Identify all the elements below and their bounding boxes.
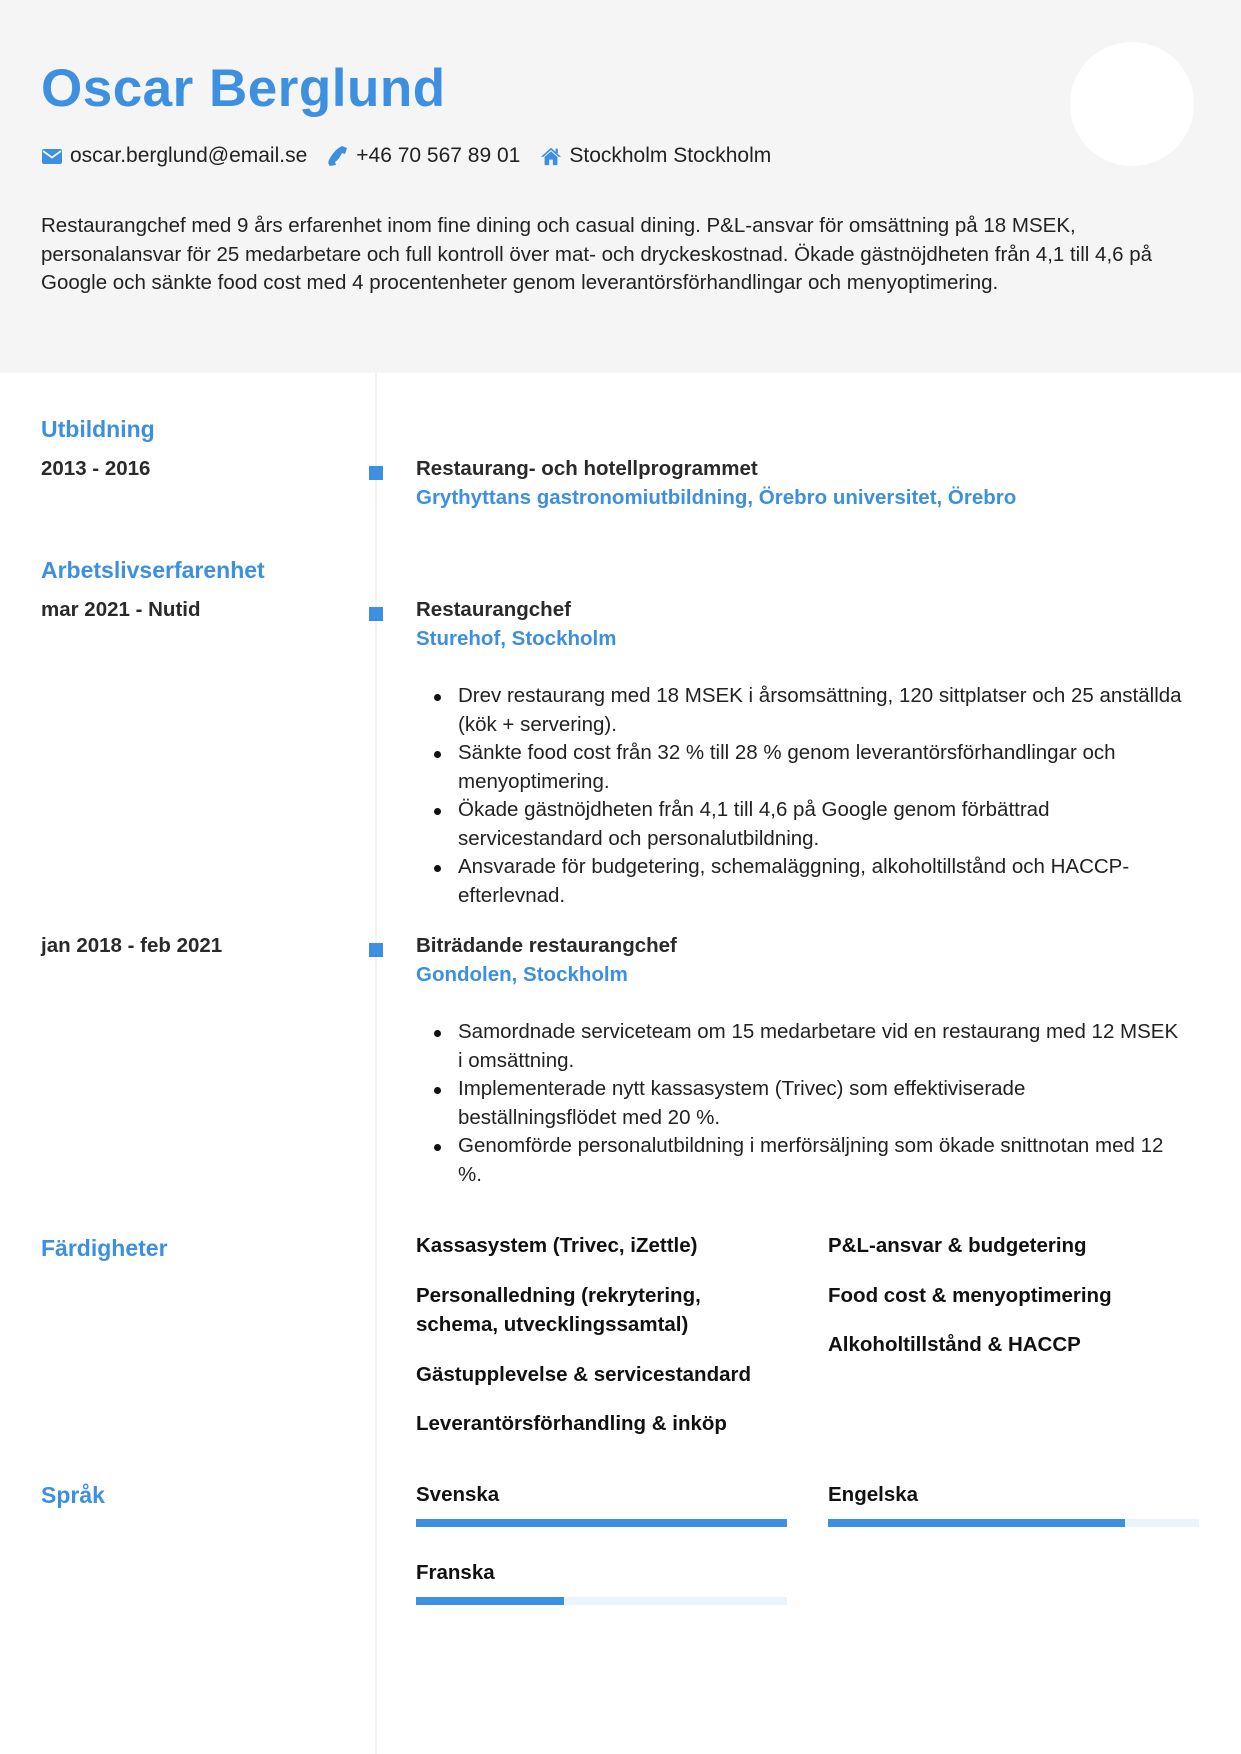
timeline-marker (369, 943, 383, 957)
candidate-name: Oscar Berglund (41, 59, 446, 118)
phone-text: +46 70 567 89 01 (356, 144, 521, 167)
experience-role: Biträdande restaurangchef (416, 934, 677, 957)
phone-icon (327, 145, 349, 167)
education-school: Grythyttans gastronomiutbildning, Örebro universitet, Örebro (416, 486, 1017, 509)
timeline-divider (375, 373, 377, 1754)
skill-item: Leverantörsförhandling & inköp (416, 1412, 727, 1435)
profile-photo-placeholder (1070, 42, 1194, 166)
contact-line (41, 144, 791, 168)
education-degree: Restaurang- och hotellprogrammet (416, 457, 758, 480)
section-title-education: Utbildning (41, 416, 155, 442)
experience-employer: Sturehof, Stockholm (416, 627, 617, 650)
profile-summary: Restaurangchef med 9 års erfarenhet inom fine dining och casual dining. P&L-ansvar för omsättning på 18 MSEK, personalansvar för 25 medarbetare och full kontroll över mat- och dryckeskostnad. Ökade gästnöjdheten från 4,1 till 4,6 på Google och sänkte food cost med 4 procentenheter genom leverantörsförhandlingar och menyoptimering. (41, 214, 1153, 294)
contact-phone[interactable] (327, 144, 520, 168)
experience-employer: Gondolen, Stockholm (416, 963, 628, 986)
skill-item: P&L-ansvar & budgetering (828, 1234, 1087, 1257)
section-title-languages: Språk (41, 1482, 105, 1508)
contact-location (540, 144, 771, 168)
timeline-marker (369, 607, 383, 621)
experience-date: mar 2021 - Nutid (41, 598, 201, 621)
bullet-item: Ansvarade för budgetering, schemaläggning, alkoholtillstånd och HACCP-efterlevnad. (416, 853, 1186, 910)
education-date: 2013 - 2016 (41, 457, 151, 480)
skill-item: Alkoholtillstånd & HACCP (828, 1333, 1081, 1356)
bullet-item: Samordnade serviceteam om 15 medarbetare vid en restaurang med 12 MSEK i omsättning. (416, 1018, 1186, 1075)
language-level-fill (828, 1519, 1125, 1527)
contact-email[interactable] (41, 144, 307, 168)
email-text: oscar.berglund@email.se (70, 144, 308, 167)
timeline-marker (369, 466, 383, 480)
experience-date: jan 2018 - feb 2021 (41, 934, 223, 957)
skill-item: Food cost & menyoptimering (828, 1284, 1112, 1307)
language-level-bar (416, 1519, 787, 1527)
envelope-icon (41, 145, 63, 167)
bullet-item: Sänkte food cost från 32 % till 28 % genom leverantörsförhandlingar och menyoptimering. (416, 739, 1186, 796)
language-level-fill (416, 1519, 787, 1527)
bullet-item: Ökade gästnöjdheten från 4,1 till 4,6 på Google genom förbättrad servicestandard och personalutbildning. (416, 796, 1186, 853)
experience-role: Restaurangchef (416, 598, 571, 621)
skill-item: Gästupplevelse & servicestandard (416, 1363, 751, 1386)
skill-item: Kassasystem (Trivec, iZettle) (416, 1234, 698, 1257)
bullet-item: Drev restaurang med 18 MSEK i årsomsättning, 120 sittplatser och 25 anställda (kök + servering). (416, 682, 1186, 739)
language-name: Engelska (828, 1483, 919, 1506)
bullet-item: Genomförde personalutbildning i merförsäljning som ökade snittnotan med 12 %. (416, 1132, 1186, 1189)
section-title-skills: Färdigheter (41, 1235, 168, 1261)
bullet-item: Implementerade nytt kassasystem (Trivec) som effektiviserade beställningsflödet med 20 %. (416, 1075, 1186, 1132)
header (0, 0, 1241, 373)
language-level-bar (828, 1519, 1199, 1527)
section-title-experience: Arbetslivserfarenhet (41, 557, 265, 583)
language-name: Franska (416, 1561, 495, 1584)
language-level-fill (416, 1597, 564, 1605)
language-name: Svenska (416, 1483, 500, 1506)
language-level-bar (416, 1597, 787, 1605)
location-text: Stockholm Stockholm (569, 144, 772, 167)
experience-bullets (416, 1018, 1186, 1189)
home-icon (540, 145, 562, 167)
skill-item: Personalledning (rekrytering, schema, utvecklingssamtal) (416, 1284, 701, 1336)
experience-bullets (416, 682, 1186, 910)
